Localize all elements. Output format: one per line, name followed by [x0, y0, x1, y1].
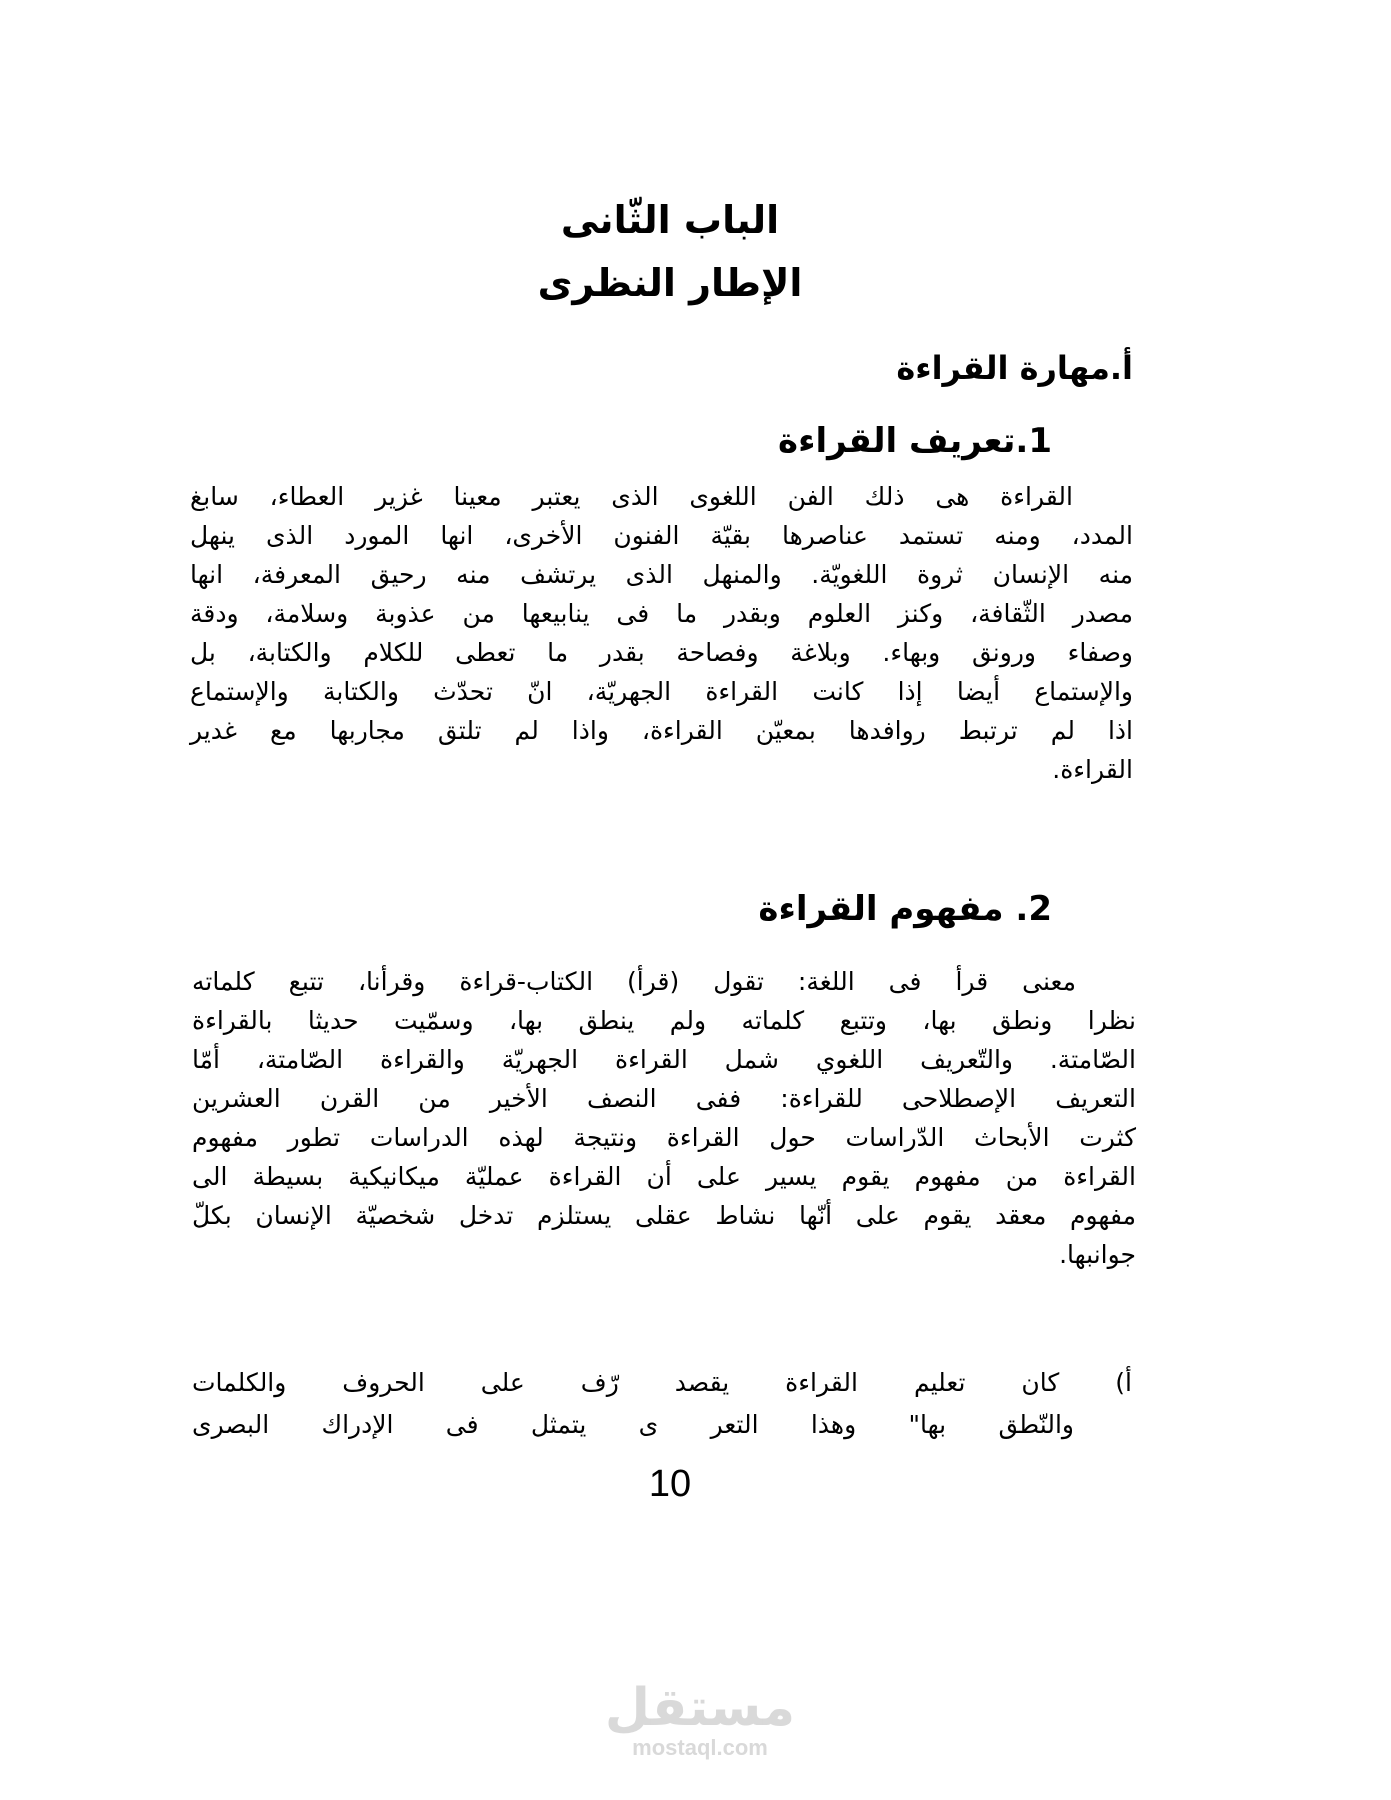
watermark-logo: [600, 1680, 800, 1760]
text-line: المدد، ومنه تستمد عناصرها بقيّة الفنون الأخرى، انها المورد الذى ينهل: [190, 521, 1133, 550]
watermark-arabic: مستقل: [604, 1678, 796, 1738]
text-line: القراءة.: [1052, 755, 1133, 784]
text-line: كثرت الأبحاث الدّراسات حول القراءة ونتيجة لهذه الدراسات تطور مفهوم: [192, 1123, 1136, 1152]
text-line: والنّطق بها" وهذا التعر ى يتمثل فى الإدراك البصرى: [192, 1410, 1074, 1439]
text-line: والإستماع أيضا إذا كانت القراءة الجهريّة، انّ تحدّث والكتابة والإستماع: [190, 677, 1133, 706]
text-line: اذا لم ترتبط روافدها بمعيّن القراءة، واذا لم تلتق مجاربها مع غدير: [190, 716, 1133, 745]
subsection-heading-1: 1.تعريف القراءة: [778, 421, 1052, 461]
chapter-subtitle: الإطار النظرى: [537, 261, 803, 305]
text-line: مصدر الثّقافة، وكنز العلوم وبقدر ما فى ينابيعها من عذوبة وسلامة، ودقة: [190, 599, 1133, 628]
text-line: نظرا ونطق بها، وتتبع كلماته ولم ينطق بها، وسمّيت حديثا بالقراءة: [192, 1006, 1136, 1035]
text-line: جوانبها.: [1059, 1240, 1136, 1269]
chapter-title: الباب الثّانى: [560, 198, 780, 242]
watermark-latin: mostaql.com: [632, 1735, 768, 1760]
text-line: أ) كان تعليم القراءة يقصد رّف على الحروف والكلمات: [192, 1368, 1132, 1397]
text-line: مفهوم معقد يقوم على أنّها نشاط عقلى يستلزم تدخل شخصيّة الإنسان بكلّ: [192, 1201, 1136, 1230]
section-heading: أ.مهارة القراءة: [896, 349, 1133, 387]
text-line: القراءة من مفهوم يقوم يسير على أن القراءة عمليّة ميكانيكية بسيطة الى: [192, 1162, 1136, 1191]
text-line: القراءة هى ذلك الفن اللغوى الذى يعتبر معينا غزير العطاء، سابغ: [190, 482, 1073, 511]
text-line: وصفاء ورونق وبهاء. وبلاغة وفصاحة بقدر ما تعطى للكلام والكتابة، بل: [190, 638, 1133, 667]
text-line: منه الإنسان ثروة اللغويّة. والمنهل الذى يرتشف منه رحيق المعرفة، انها: [190, 560, 1133, 589]
text-line: الصّامتة. والتّعريف اللغوي شمل القراءة الجهريّة والقراءة الصّامتة، أمّا: [192, 1045, 1136, 1074]
text-line: معنى قرأ فى اللغة: تقول (قرأ) الكتاب-قراءة وقرأنا، تتبع كلماته: [192, 967, 1076, 996]
page-number: 10: [648, 1463, 692, 1505]
subsection-heading-2: 2. مفهوم القراءة: [758, 889, 1052, 929]
text-line: التعريف الإصطلاحى للقراءة: ففى النصف الأخير من القرن العشرين: [192, 1084, 1136, 1113]
